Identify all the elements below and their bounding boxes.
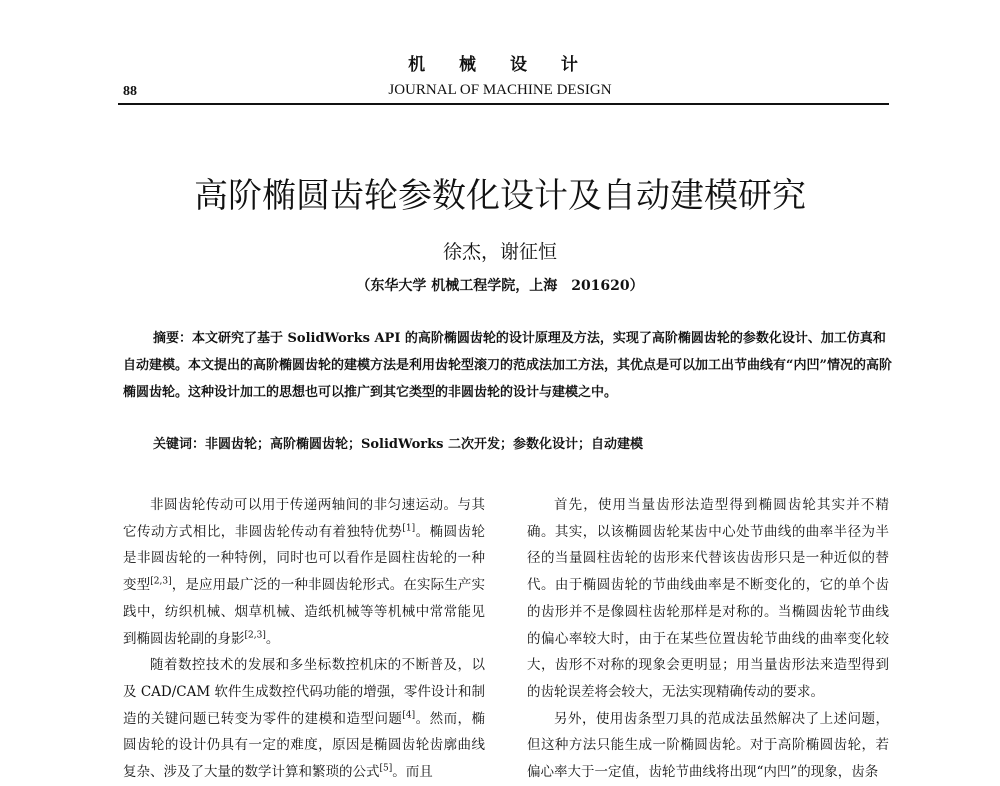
page-number: 88 bbox=[123, 84, 137, 99]
body-paragraph: 首先，使用当量齿形法造型得到椭圆齿轮其实并不精确。其实，以该椭圆齿轮某齿中心处节曲线的曲率半径为半径的当量圆柱齿轮的齿形来代替该齿齿形只是一种近似的替代。由于椭圆齿轮的节曲线曲率是不断变化的，它的单个齿的齿形并不是像圆柱齿轮那样是对称的。当椭圆齿轮节曲线的偏心率较大时，由于在某些位置齿轮节曲线的曲率变化较大，齿形不对称的现象会更明显；用当量齿形法来造型得到的齿轮误差将会较大，无法实现精确传动的要求。 bbox=[527, 497, 889, 700]
body-paragraph: 另外，使用齿条型刀具的范成法虽然解决了上述问题，但这种方法只能生成一阶椭圆齿轮。对于高阶椭圆齿轮，若偏心率大于一定值，齿轮节曲线将出现“内凹”的现象，齿条 bbox=[527, 710, 889, 781]
article-authors: 徐杰，谢征恒 bbox=[442, 241, 557, 263]
abstract bbox=[123, 325, 893, 406]
keywords: 关键词：非圆齿轮；高阶椭圆齿轮；SolidWorks 二次开发；参数化设计；自动建模 bbox=[153, 437, 643, 452]
article-affiliation: （东华大学 机械工程学院，上海 201620） bbox=[356, 278, 644, 294]
body-paragraph: 非圆齿轮传动可以用于传递两轴间的非匀速运动。与其它传动方式相比，非圆齿轮传动有着独特优势[1]。椭圆齿轮是非圆齿轮的一种特例，同时也可以看作是圆柱齿轮的一种变型[2,3]，是应用最广泛的一种非圆齿轮形式。在实际生产实践中，纺织机械、烟草机械、造纸机械等等机械中常常能见到椭圆齿轮副的身影[2,3]。 bbox=[123, 497, 486, 647]
abstract-text: 摘要：本文研究了基于 SolidWorks API 的高阶椭圆齿轮的设计原理及方法，实现了高阶椭圆齿轮的参数化设计、加工仿真和自动建模。本文提出的高阶椭圆齿轮的建模方法是利用齿轮型滚刀的范成法加工方法，其优点是可以加工出节曲线有“内凹”情况的高阶椭圆齿轮。这种设计加工的思想也可以推广到其它类型的非圆齿轮的设计与建模之中。 bbox=[123, 331, 892, 400]
article-title: 高阶椭圆齿轮参数化设计及自动建模研究 bbox=[194, 176, 806, 216]
header-rule bbox=[118, 103, 889, 105]
body-column-left bbox=[123, 492, 485, 786]
body-paragraph: 随着数控技术的发展和多坐标数控机床的不断普及，以及 CAD/CAM 软件生成数控代码功能的增强，零件设计和制造的关键问题已转变为零件的建模和造型问题[4]。然而，椭圆齿轮的设计仍具有一定的难度，原因是椭圆齿轮齿廓曲线复杂、涉及了大量的数学计算和繁琐的公式[5]。而且 bbox=[123, 657, 486, 781]
journal-name-english: JOURNAL OF MACHINE DESIGN bbox=[388, 82, 612, 98]
body-column-right bbox=[527, 492, 889, 786]
journal-name-chinese: 机 械 设 计 bbox=[408, 55, 592, 75]
